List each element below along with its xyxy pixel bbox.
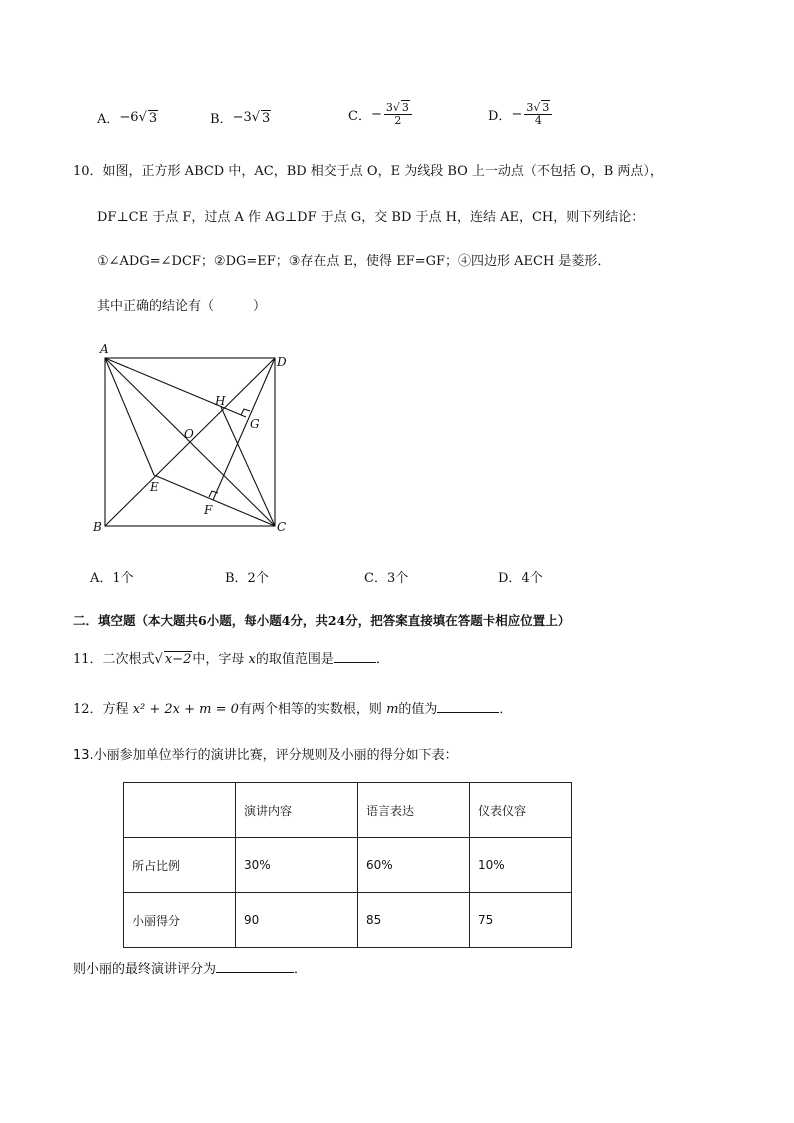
q13-question: 则小丽的最终演讲评分为 ． (73, 962, 308, 977)
label-c: C (277, 520, 287, 534)
label-g: G (250, 417, 260, 431)
table-header-cell: 演讲内容 (236, 783, 358, 838)
section-2-heading: 二．填空题（本大题共6小题，每小题4分，共24分，把答案直接填在答题卡相应位置上） (73, 613, 571, 628)
table-cell: 60% (358, 838, 470, 893)
q9-option-a: A． −6 √ 3 (97, 110, 158, 127)
table-cell: 85 (358, 893, 470, 948)
q10-option-d: D．4个 (498, 571, 543, 586)
answer-blank[interactable] (334, 650, 376, 663)
q9-option-d: D． − $\frac{3√ 3}{4}$ (488, 102, 552, 127)
q10-line1: 10．如图，正方形 ABCD 中，AC，BD 相交于点 O，E 为线段 BO 上一动点（不包括 O，B 两点）， (73, 164, 663, 179)
q9-option-c: C． − $\frac{3√ 3}{2}$ (348, 102, 412, 127)
segment-df (213, 358, 275, 500)
q9-option-b: B． −3 √ 3 (210, 110, 271, 127)
fraction: $\frac{3√ 3}{2}$ (384, 102, 412, 127)
q10-line3: ①∠ADG=∠DCF；②DG=EF；③存在点 E，使得 EF=GF；④四边形 AECH 是菱形． (97, 254, 611, 269)
fraction: $\frac{3√ 3}{4}$ (524, 102, 552, 127)
label-f: F (204, 503, 213, 517)
table-cell: 所占比例 (124, 838, 236, 893)
table-header-row (124, 783, 572, 838)
table-row (124, 893, 572, 948)
label-a: A (100, 342, 109, 356)
equation: x² + 2x + m = 0 (132, 702, 239, 717)
table-row (124, 838, 572, 893)
q10-option-c: C．3个 (364, 571, 409, 586)
question-12: 12．方程 x² + 2x + m = 0有两个相等的实数根，则 m的值为 ． (73, 702, 513, 717)
score-table (123, 782, 572, 948)
label-h: H (215, 394, 226, 408)
label-e: E (150, 480, 159, 494)
label-b: B (93, 520, 102, 534)
right-angle-g (241, 409, 250, 415)
table-cell: 10% (470, 838, 572, 893)
question-11: 11．二次根式√ x−2中，字母 x的取值范围是 ． (73, 652, 389, 667)
q10-option-a: A．1个 (90, 571, 134, 586)
table-cell: 75 (470, 893, 572, 948)
q10-line2: DF⊥CE 于点 F，过点 A 作 AG⊥DF 于点 G，交 BD 于点 H，连结 AE，CH，则下列结论： (97, 210, 645, 225)
q10-line4: 其中正确的结论有（ ） (97, 299, 267, 314)
segment-ec (154, 475, 275, 526)
label-o: O (184, 427, 194, 441)
table-cell: 30% (236, 838, 358, 893)
answer-blank[interactable] (216, 960, 294, 973)
table-cell: 小丽得分 (124, 893, 236, 948)
table-header-cell: 仪表仪容 (470, 783, 572, 838)
segment-hc (221, 407, 275, 526)
table-header-cell: 语言表达 (358, 783, 470, 838)
label-d: D (277, 355, 287, 369)
q10-option-b: B．2个 (225, 571, 269, 586)
q13-intro: 13.小丽参加单位举行的演讲比赛，评分规则及小丽的得分如下表： (73, 748, 458, 763)
table-header-cell (124, 783, 236, 838)
square-figure (90, 340, 300, 540)
answer-blank[interactable] (437, 700, 499, 713)
table-cell: 90 (236, 893, 358, 948)
